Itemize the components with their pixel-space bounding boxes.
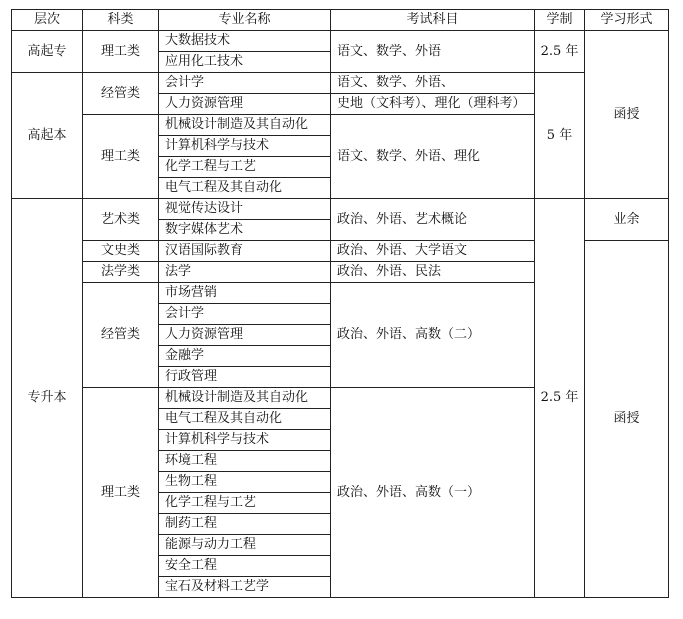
header-row <box>12 10 669 31</box>
subjects-cell: 语文、数学、外语、理化 <box>331 115 535 199</box>
major-cell: 应用化工技术 <box>159 52 331 73</box>
major-cell: 电气工程及其自动化 <box>159 409 331 430</box>
header-duration: 学制 <box>535 10 585 31</box>
major-cell: 机械设计制造及其自动化 <box>159 115 331 136</box>
level-cell-gqz: 高起专 <box>12 31 83 73</box>
category-cell: 理工类 <box>83 115 159 199</box>
category-cell: 法学类 <box>83 262 159 283</box>
major-cell: 汉语国际教育 <box>159 241 331 262</box>
header-major: 专业名称 <box>159 10 331 31</box>
major-cell: 会计学 <box>159 73 331 94</box>
table-row <box>12 199 669 220</box>
major-cell: 法学 <box>159 262 331 283</box>
subjects-cell: 史地（文科考）、理化（理科考） <box>331 94 535 115</box>
major-cell: 人力资源管理 <box>159 325 331 346</box>
subjects-cell: 语文、数学、外语 <box>331 31 535 73</box>
enrollment-table <box>11 9 669 598</box>
major-cell: 机械设计制造及其自动化 <box>159 388 331 409</box>
major-cell: 人力资源管理 <box>159 94 331 115</box>
form-cell: 函授 <box>585 241 669 598</box>
major-cell: 制药工程 <box>159 514 331 535</box>
subjects-cell: 政治、外语、高数（一） <box>331 388 535 598</box>
major-cell: 数字媒体艺术 <box>159 220 331 241</box>
table-row <box>12 31 669 52</box>
header-category: 科类 <box>83 10 159 31</box>
subjects-cell: 政治、外语、艺术概论 <box>331 199 535 241</box>
category-cell: 经管类 <box>83 73 159 115</box>
category-cell: 理工类 <box>83 388 159 598</box>
major-cell: 视觉传达设计 <box>159 199 331 220</box>
major-cell: 市场营销 <box>159 283 331 304</box>
duration-cell: 2.5 年 <box>535 199 585 598</box>
category-cell: 文史类 <box>83 241 159 262</box>
form-cell: 函授 <box>585 31 669 199</box>
major-cell: 能源与动力工程 <box>159 535 331 556</box>
major-cell: 大数据技术 <box>159 31 331 52</box>
major-cell: 计算机科学与技术 <box>159 136 331 157</box>
major-cell: 金融学 <box>159 346 331 367</box>
duration-cell: 2.5 年 <box>535 31 585 73</box>
category-cell: 艺术类 <box>83 199 159 241</box>
subjects-cell: 政治、外语、民法 <box>331 262 535 283</box>
header-subjects: 考试科目 <box>331 10 535 31</box>
major-cell: 计算机科学与技术 <box>159 430 331 451</box>
major-cell: 会计学 <box>159 304 331 325</box>
category-cell: 理工类 <box>83 31 159 73</box>
duration-cell: 5 年 <box>535 73 585 199</box>
header-form: 学习形式 <box>585 10 669 31</box>
major-cell: 环境工程 <box>159 451 331 472</box>
subjects-cell: 政治、外语、大学语文 <box>331 241 535 262</box>
major-cell: 化学工程与工艺 <box>159 493 331 514</box>
subjects-cell: 语文、数学、外语、 <box>331 73 535 94</box>
major-cell: 生物工程 <box>159 472 331 493</box>
major-cell: 化学工程与工艺 <box>159 157 331 178</box>
major-cell: 宝石及材料工艺学 <box>159 577 331 598</box>
subjects-cell: 政治、外语、高数（二） <box>331 283 535 388</box>
table-row <box>12 73 669 94</box>
major-cell: 行政管理 <box>159 367 331 388</box>
form-cell: 业余 <box>585 199 669 241</box>
major-cell: 电气工程及其自动化 <box>159 178 331 199</box>
category-cell: 经管类 <box>83 283 159 388</box>
header-level: 层次 <box>12 10 83 31</box>
level-cell-zsb: 专升本 <box>12 199 83 598</box>
major-cell: 安全工程 <box>159 556 331 577</box>
level-cell-gqb: 高起本 <box>12 73 83 199</box>
